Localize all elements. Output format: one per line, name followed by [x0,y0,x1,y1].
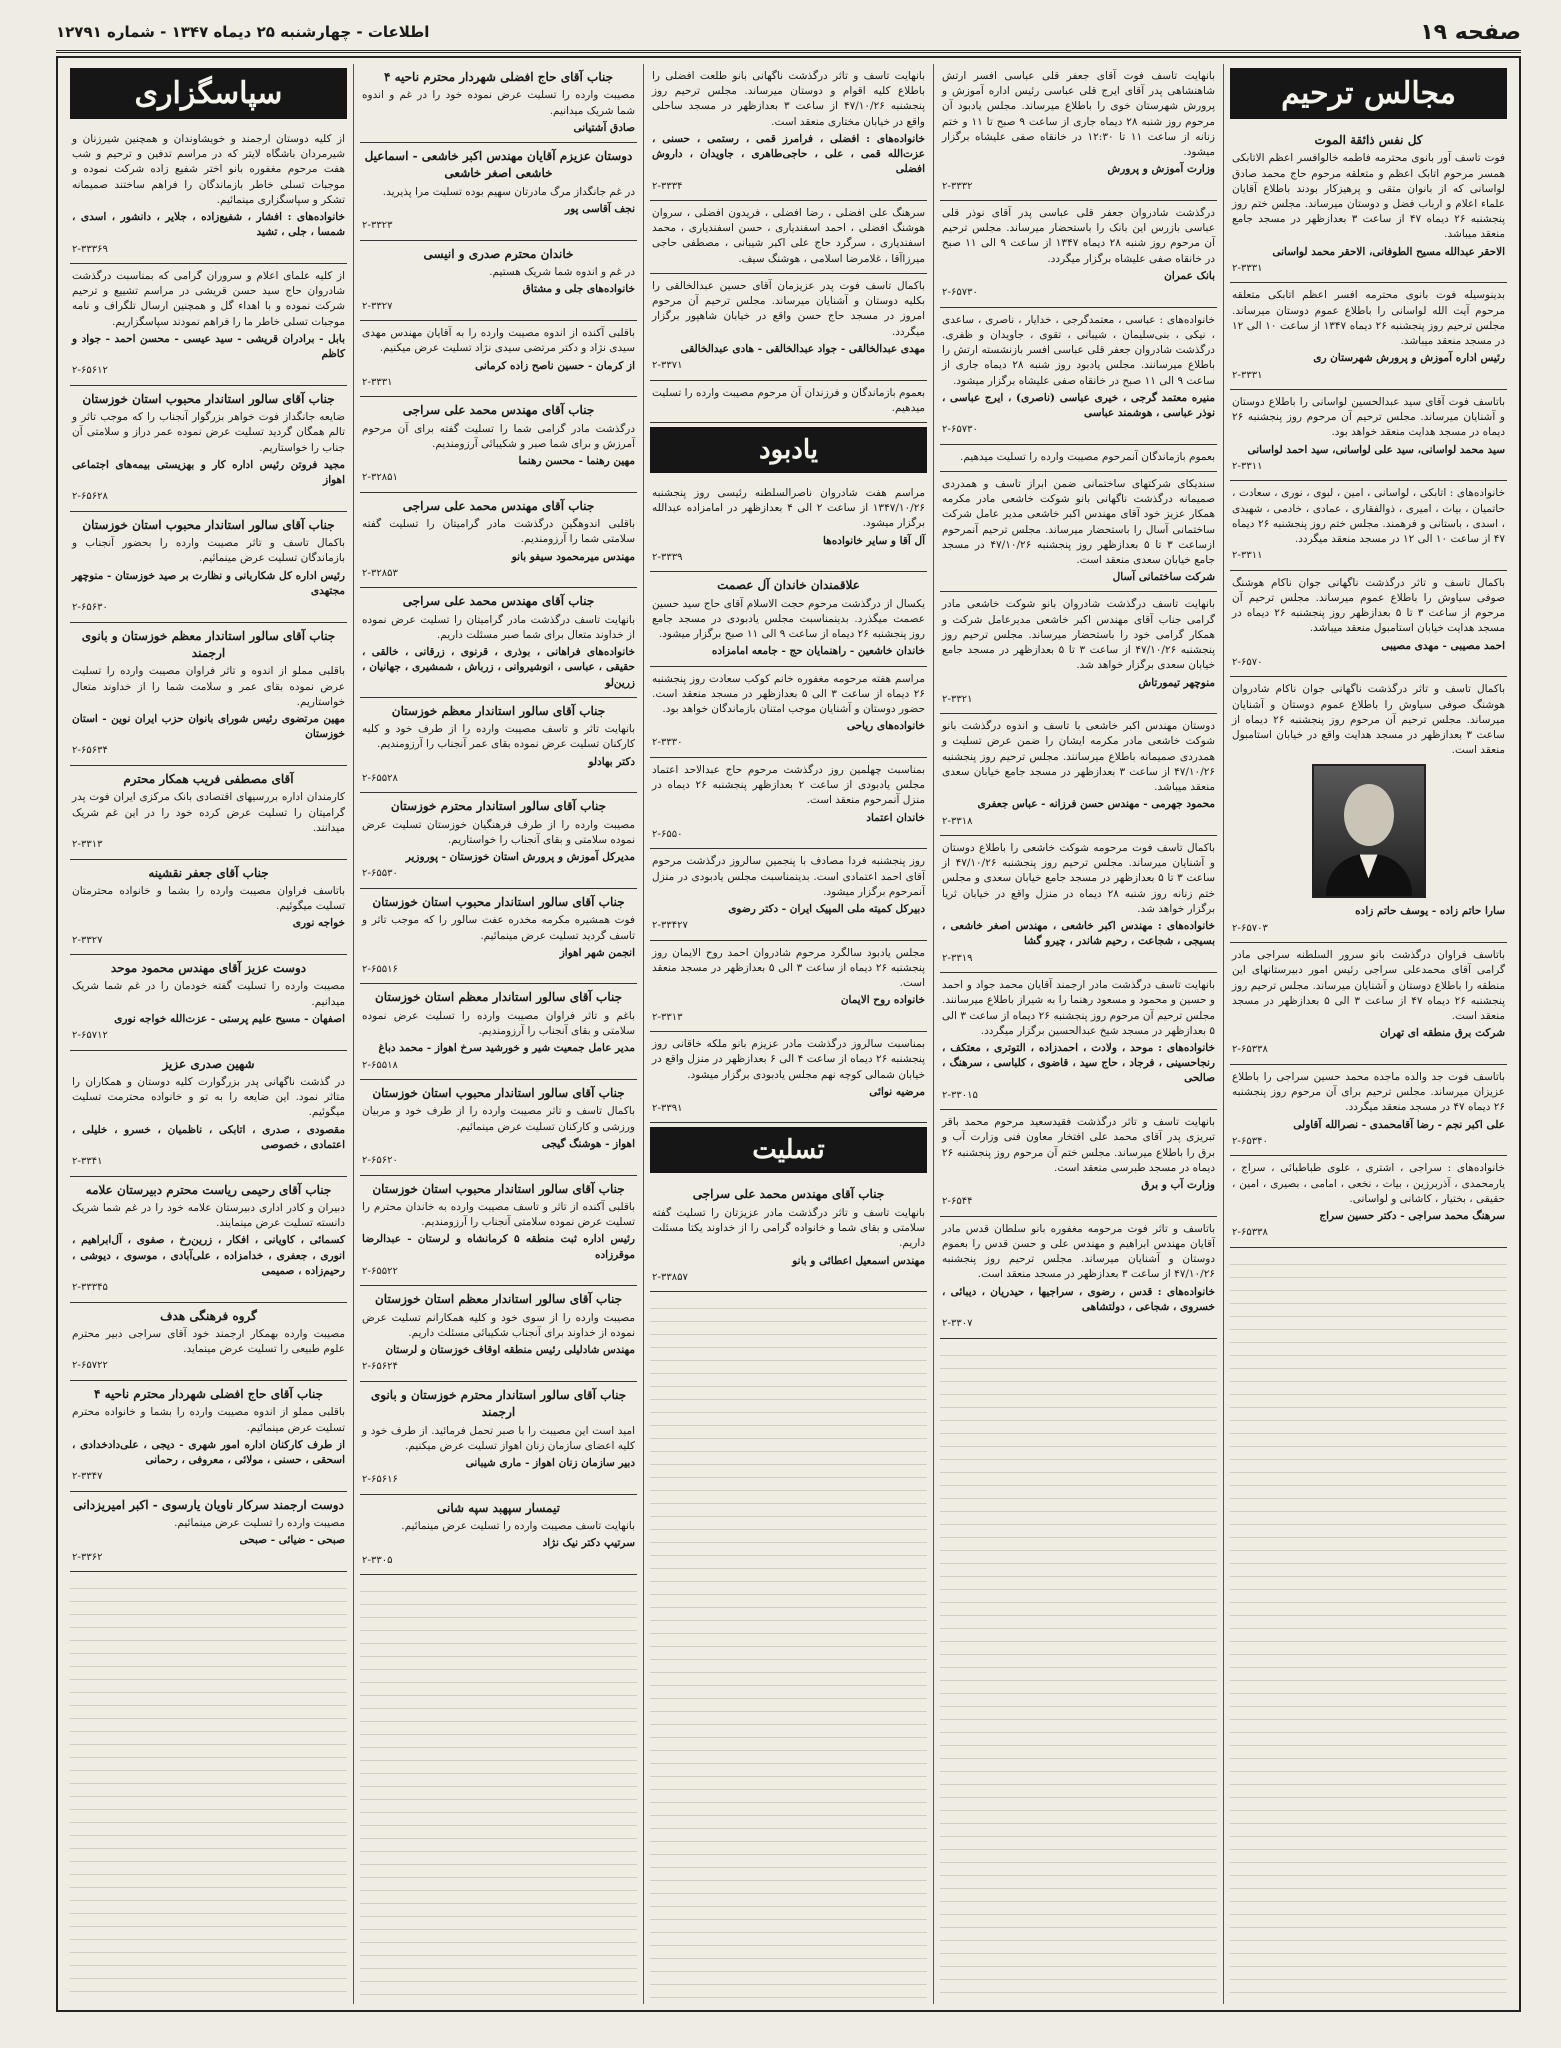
notice [650,849,927,940]
notice-reference: ۲-۶۵۶۳۴ [72,745,108,757]
notice-body: باکمال تاسف و تاثر مصیبت وارده را بحضور آنجناب و بازماندگان تسلیت عرض مینمائیم. [72,537,345,565]
notice-signature: خواجه نوری [292,917,345,930]
notice-title: جناب آقای حاج افضلی شهردار محترم ناحیه ۴ [383,70,614,84]
notice [360,1495,637,1575]
notice-title: جناب آقای مهندس محمد علی سراجی [692,1187,885,1202]
notice-reference: ۲-۳۳۳۴۵ [72,1282,108,1294]
notice-signature: دبیرکل کمیته ملی المپیک ایران - دکتر رضوی [728,902,925,915]
column-4 [353,64,643,2004]
notice-body: بانهایت تاسف و تاثر درگذشت فقیدسعید مرحوم محمد باقر تبریزی پدر آقای محمد علی افتخار معاون فنی وزارت آب و برق را باطلاع میرساند. مجلس ختم آن مرحوم روز پنجشنبه ۲۶ دیماه در مسجد طبرسی منعقد است. [942,1116,1215,1174]
notice-reference: ۲-۳۳۱۹ [942,952,973,964]
notice-title: جناب آقای سالور استاندار معظم خوزستان و بانوی ارجمند [81,628,336,660]
notice-body: مصیبت وارده را تسلیت گفته خودمان را در غم شما شریک میدانیم. [72,980,345,1008]
notice [360,143,637,241]
notice-body: امید است این مصیبت را با صبر تحمل فرمائید. از طرف خود و کلیه اعضای سازمان زنان اهواز تسلیت عرض میکنیم. [362,1424,635,1452]
notice-title: دوستان عزیزم آقایان مهندس اکبر خاشعی - اسماعیل خاشعی اصغر خاشعی [364,149,633,181]
notice-signature: خاندان خاشعین - راهنمایان حج - جامعه امامزاده [711,645,925,658]
notice-signature: کسمائی ، کاویانی ، افکار ، زرین‌رخ ، صفوی ، آل‌ابراهیم ، انوری ، جعفری ، خدامزاده ، علی‌آبادی ، موسوی ، دیوشی ، رحیم‌زاده ، صمیمی [72,1234,345,1277]
notice-signature: مهین مرتضوی رئیس شورای بانوان حزب ایران نوین - استان خوزستان [72,713,345,741]
notice-reference: ۲-۶۵۷۰۳ [1232,922,1268,934]
notice-signature: مجید فروتن رئیس اداره کار و بهزیستی بیمه‌های اجتماعی اهواز [72,458,345,487]
page-number: صفحه ۱۹ [1420,19,1521,45]
notice-body: باتاسف فراوان مصیبت وارده را بشما و خانواده محترمتان تسلیت میگوئیم. [72,884,345,913]
notice-signature: بانک عمران [1164,269,1215,282]
notice-signature: دبیر سازمان زنان اهواز - ماری شیبانی [465,1457,635,1470]
column-2 [933,64,1223,2004]
notice-body: باکمال تاسف و تاثر درگذشت ناگهانی جوان ناکام هوشنگ صوفی سیاوش را باطلاع عموم میرساند. مجلس ترحیم آن مرحوم از ساعت ۳ تا ۵ بعدازظهر روز پنجشنبه ۲۶ دیماه در مسجد هدایت خیابان استامبول منعقد میباشد. [1232,576,1505,635]
notice-title: جناب آقای مهندس محمد علی سراجی [402,594,595,609]
notice-body: دبیران و کادر اداری دبیرستان علامه خود را در غم شما شریک دانسته تسلیت عرض مینمایند. [72,1201,345,1230]
notice-reference: ۲-۳۳۳۹ [652,551,683,563]
notice-reference: ۲-۳۳۴۱ [72,1156,103,1168]
notice-reference: ۲-۶۵۶۲۰ [362,1155,398,1167]
notice-body: بانهایت تاسف مصیبت وارده را تسلیت عرض مینمائیم. [401,1520,635,1533]
notice-reference: ۲-۶۵۷۰ [1232,656,1263,668]
notice-reference: ۲-۳۳۰۷ [942,1318,973,1329]
column-continuation [940,1343,1217,2005]
notice-signature: خانواده‌های فراهانی ، بوذری ، قرنوی ، زرقانی ، خالقی ، حقیقی ، عباسی ، انوشیروانی ، زرباش ، شمشیری ، جهانیان ، زرین‌لو [362,646,635,689]
notice-signature: صادق آشتیانی [573,121,635,134]
notice-title: جناب آقای سالور استاندار معظم خوزستان [391,703,606,718]
notice-reference: ۲-۳۳۳۰ [652,737,683,749]
notice [1230,481,1507,570]
notice-body: در غم جانگداز مرگ مادرتان سهیم بوده تسلیت مرا پذیرید. [382,185,635,198]
notice-signature: خانواده‌های جلی و مشتاق [522,283,635,296]
notice-title: جناب آقای جعفر نقشینه [148,865,269,880]
notice-signature: دکتر بهادلو [588,755,635,768]
column-continuation [70,1576,347,2004]
notice-body: درگذشت مادر گرامی شما را تسلیت گفته برای آن مرحوم آمرزش و برای شما صبر و شکیبائی آرزومندیم. [362,422,635,450]
notice-signature: مهین رهنما - محسن رهنما [518,455,635,468]
notice [650,941,927,1032]
notice-body: بمناسبت چهلمین روز درگذشت مرحوم حاج عبدالاحد اعتماد مجلس یادبودی از ساعت ۲ بعدازظهر پنجشنبه ۲۶ دیماه در منزل آنمرحوم منعقد است. [652,763,925,807]
notice [70,512,347,623]
notice-reference: ۲-۳۳۰۱۵ [942,1089,978,1101]
notice-signature: شرکت ساختمانی آسال [1112,571,1215,584]
notice-signature: خانواده‌های : موحد ، ولادت ، احمدزاده ، التوتری ، معتکف ، رنجاحسینی ، فرجاد ، حاج سید ، قاضوی ، کلباسی ، سرهنگ ، صالحی [942,1041,1215,1085]
notice-reference: ۲-۳۳۳۶۹ [72,243,108,255]
portrait-photo [1312,764,1426,898]
notice-signature: رئیس اداره کل شکاربانی و نظارت بر صید خوزستان - منوچهر مجتهدی [72,569,345,597]
notice-signature: سرتیپ دکتر نیک نژاد [542,1537,635,1550]
notice-body: فوت همشیره مکرمه مخدره عفت سالور را که موجب تاثر و تاسف گردید تسلیت عرض مینمائیم. [362,914,635,942]
notice [940,714,1217,836]
notice [360,64,637,143]
notice-body: باکمال تاسف و تاثر درگذشت ناگهانی جوان ناکام شادروان هوشنگ صوفی سیاوش را باطلاع عموم دوستان و آشنایان میرساند. مجلس ترحیم آن مرحوم روز پنجشنبه ۲۶ دیماه از ساعت ۳ بعدازظهر در مسجد هدایت واقع در خیابان استامبول منعقد است. [1232,683,1505,757]
notice-signature: مهندس شادلیلی رئیس منطقه اوقاف خوزستان و لرستان [385,1344,635,1357]
notice-signature: مدیر عامل جمعیت شیر و خورشید سرخ اهواز - محمد دباغ [378,1042,635,1055]
notice-body: باقلبی آکنده از اندوه مصیبت وارده را به آقایان مهندس مهدی سیدی نژاد و دکتر مرتضی سیدی نژاد تسلیت عرض میکنیم. [362,327,635,355]
notice [650,481,927,572]
notice-signature: وزارت آموزش و پرورش [1107,163,1215,176]
notice [940,472,1217,593]
notice [360,889,637,985]
notice-signature: مرضیه نوائی [869,1085,925,1098]
notice-signature: صبحی - ضیائی - صبحی [239,1534,345,1547]
notice-reference: ۲-۳۳۰۵ [362,1554,393,1566]
notice-reference: ۲-۳۲۸۵۳ [362,567,398,579]
notice [1230,1065,1507,1156]
notice-reference: ۲-۶۵۵۱۶ [362,963,398,975]
notice-reference: ۲-۳۳۴۷ [72,1471,103,1483]
notice [1230,390,1507,481]
notice-body: بانهایت تاسف و تاثر درگذشت ناگهانی بانو طلعت افضلی را باطلاع کلیه اقوام و دوستان میرساند. مجلس ترحیم روز پنجشنبه ۴۷/۱۰/۲۶ از ساعت ۳ بعدازظهر در مسجد ساحلی واقع در خیابان مختاری منعقد است. [652,70,925,128]
notice [650,274,927,381]
column-continuation [360,1579,637,2004]
notice-reference: ۲-۳۲۸۵۱ [362,472,398,484]
notice-signature: مدیرکل آموزش و پرورش استان خوزستان - پوروزیر [405,851,635,864]
notice-body: بانهایت تاثر و تاسف مصیبت وارده را از طرف خود و کلیه کارکنان تسلیت عرض نموده بقای عمر آنجناب را آرزومندیم. [362,723,635,751]
notice [360,984,637,1080]
notice-title: جناب آقای سالور استاندار محترم خوزستان و بانوی ارجمند [370,1387,627,1420]
notice [360,397,637,493]
notice-body: دوستان مهندس اکبر خاشعی با تاسف و اندوه درگذشت بانو شوکت خاشعی مادر مکرمه ایشان را ضمن عرض تسلیت و همدردی صمیمانه باطلاع میرسانند. مجلس ترحیم روز پنجشنبه ۴۷/۱۰/۲۶ از ساعت ۳ بعدازظهر در مسجد جامع خیابان سعدی منعقد میباشد. [942,720,1216,794]
notice-reference: ۲-۶۵۶۳۰ [72,602,108,614]
page-header [56,14,1521,53]
notice-signature: منیره معتمد گرجی ، خیری عباسی (ناصری) ، ایرج عباسی ، نوذر عباسی ، هوشمند عباسی [942,391,1215,419]
notice-signature: اهواز - هوشنگ گیجی [541,1137,635,1150]
notice-body: مصیبت وارده را از طرف فرهنگیان خوزستان تسلیت عرض نموده سلامتی و بقای آنجناب را خواستاریم. [362,818,635,846]
notice [360,698,637,794]
notice-signature: وزارت آب و برق [1141,1178,1215,1191]
notice [1230,283,1507,390]
notice [360,241,637,321]
notice-signature: سرهنگ محمد سراجی - دکتر حسین سراج [1319,1210,1505,1223]
column-continuation [650,1296,927,2004]
notice-body: باکمال تاسف فوت پدر عزیزمان آقای حسین عبدالخالقی را بکلیه دوستان و آشنایان میرساند. مجلس ترحیم آن مرحوم امروز در مسجد حاج حسن واقع در خیابان شاهپور برگزار میگردد. [652,279,925,338]
notice-reference: ۲-۳۳۳۱ [362,376,393,388]
notice-body: سرهنگ علی افضلی ، رضا افضلی ، فریدون افضلی ، سروان هوشنگ افضلی ، احمد اسفندیاری ، حسن اسفندیاری ، محمد اسفندیاری ، سرگرد حاج علی اکبر شیبانی ، مصطفی حاجی میرزاآقا ، غلامرضا اسلامی ، هوشنگ سیف. [652,207,925,265]
notice-reference: ۲-۳۳۳۱ [1232,262,1263,274]
notice-reference: ۲-۳۳۲۳ [362,220,393,232]
notice [940,201,1217,308]
notice [650,64,927,201]
notice-title: شهین صدری عزیز [162,1056,255,1071]
notice-reference: ۲-۶۵۷۱۲ [72,1030,108,1042]
notice-reference: ۲-۳۳۶۲ [72,1551,103,1563]
notice-body: بانهایت تاسف درگذشت مادر گرامیتان را تسلیت عرض نموده از خداوند متعال برای شما صبر مسئلت داریم. [362,613,635,641]
content-frame [56,56,1521,2012]
notice [360,793,637,889]
notice-body: بعموم بازماندگان و فرزندان آن مرحوم مصیبت وارده را تسلیت میدهیم. [652,386,925,414]
notice-reference: ۲-۳۳۷۱ [652,360,683,371]
notice-signature: علی اکبر نجم - رضا آقامحمدی - نصرالله آقاولی [1293,1118,1505,1131]
notice-title: جناب آقای مهندس محمد علی سراجی [402,403,595,418]
notice-body: باکمال تاسف و تاثر مصیبت وارده را از طرف خود و مربیان ورزشی و کارکنان تسلیت عرض مینمائیم. [362,1105,635,1133]
notice-body: مصیبت وارده بهمکار ارجمند خود آقای سراجی دبیر محترم علوم طبیعی را تسلیت عرض مینماید. [72,1327,345,1356]
notice-reference: ۲-۶۵۷۳۰ [942,424,978,436]
notice [70,264,347,386]
notice-body: باتاسف و تاثر فوت مرحومه مغفوره بانو سلطان قدس مادر آقایان مهندس ابراهیم و مهندس علی و حسن قدس را بعموم دوستان و آشنایان میرساند. مجلس ترحیم روز پنجشنبه ۴۷/۱۰/۲۶ از ساعت ۳ بعدازظهر در مسجد منعقد است. [942,1222,1215,1281]
notice-body: بانهایت تاسف درگذشت مادر ارجمند آقایان محمد جواد و احمد و حسین و محمود و مسعود رهنما را به شیراز باطلاع میرسانند. مجلس ترحیم آن مرحوم روز پنجشنبه ۲۶ دیماه از ساعت ۳ الی ۵ بعدازظهر در مسجد شیخ عبدالحسین برگزار میگردد. [942,979,1216,1037]
notice-signature: نجف آقاسی پور [565,203,635,216]
notice [1230,571,1507,678]
notice-body: مصیبت وارده را از سوی خود و کلیه همکارانم تسلیت عرض نموده از خداوند برای آنجناب شکیبائی مسئلت داریم. [362,1311,635,1339]
notice [360,1382,637,1495]
notice-signature: احمد مصیبی - مهدی مصیبی [1381,639,1505,652]
notice [70,1492,347,1572]
notice-signature: اصفهان - مسیح علیم پرستی - عزت‌الله خواجه نوری [114,1012,345,1025]
memorial-banner: یادبود [650,427,927,473]
notice-signature: از کرمان - حسین ناصح زاده کرمانی [475,359,635,372]
condolence-banner: مجالس ترحیم [1230,68,1507,119]
notice-body: از کلیه علمای اعلام و سروران گرامی که بمناسبت درگذشت شادروان حاج سید حسن قریشی در مراسم تشییع و ترحیم شرکت نموده و با اهداء گل و همچنین ارسال تلگراف و نامه موجبات تسلی خاطر ما را فراهم نمودند سپاسگزاریم. [72,270,345,328]
notice [940,64,1217,201]
notice-reference: ۲-۶۵۷۲۲ [72,1360,108,1372]
notice [940,592,1217,714]
notice-signature: مهدی عبدالخالقی - جواد عبدالخالقی - هادی عبدالخالقی [680,342,925,355]
notice-signature: مقصودی ، صدری ، اتابکی ، ناظمیان ، خسرو ، خلیلی ، اعتمادی ، خصوصی [72,1123,345,1151]
notice-title: جناب آقای سالور استاندار محبوب استان خوزستان [82,517,335,532]
notice-reference: ۲-۳۳۱۱ [1232,460,1263,472]
notice-body: باقلبی اندوهگین درگذشت مادر گرامیتان را تسلیت گفته سلامتی شما را آرزومندیم. [362,518,635,546]
notice-reference: ۲-۳۳۱۱ [1232,550,1263,562]
notice [70,127,347,264]
notice [940,308,1217,445]
notice-reference: ۲-۳۳۲۷ [362,300,393,312]
notice-body: روز پنجشنبه فردا مصادف با پنجمین سالروز درگذشت مرحوم آقای احمد اعتمادی است. بدینمناسبت مجلس یادبودی در منزل آنمرحوم برگزار میشود. [652,855,925,898]
notice [650,667,927,758]
notice [650,201,927,274]
notice-reference: ۲-۳۳۱۸ [942,815,973,827]
notice-signature: بابل - برادران قریشی - سید عیسی - محسن احمد - جواد و کاظم [72,332,345,361]
notice [1230,677,1507,943]
column-thanks [64,64,353,2004]
notice [940,1217,1217,1339]
notice-body: باتاسف فوت آقای سید عبدالحسین لواسانی را باطلاع دوستان و آشنایان میرساند. مجلس ترحیم آن مرحوم روز پنجشنبه ۲۶ دیماه در مسجد هدایت منعقد خواهد بود. [1232,396,1505,439]
notice [940,836,1217,973]
notice-reference: ۲-۶۵۵۲۲ [362,1265,398,1277]
notice [360,1286,637,1382]
notice-signature: سید محمد لواسانی، سید علی لواسانی، سید احمد لواسانی [1247,443,1505,456]
notice [940,445,1217,472]
notice [940,973,1217,1110]
notice-signature: آل آقا و سایر خانواده‌ها [823,534,925,547]
notice-reference: ۲-۶۵۵۱۸ [362,1059,398,1071]
notice-body: باقلبی آکنده از تاثر و تاسف مصیبت وارده به خاندان محترم را تسلیت عرض نموده سلامتی آنجناب را آرزومندیم. [362,1200,635,1229]
notice-body: بمناسبت سالروز درگذشت مادر عزیزم بانو ملکه خاقانی روز پنجشنبه ۲۶ دیماه از ساعت ۴ الی ۶ بعدازظهر در منزل واقع در خیابان شمالی کوچه نهم مجلس یادبودی برگزار میشود. [652,1038,926,1081]
sympathy-banner: تسلیت [650,1127,927,1173]
notice [1230,943,1507,1065]
masthead: اطلاعات - چهارشنبه ۲۵ دیماه ۱۳۴۷ - شماره ۱۲۷۹۱ [56,23,430,41]
notice [70,1381,347,1492]
notice-reference: ۲-۳۳۴۲۷ [652,920,688,932]
notice-signature: خانواده‌های : مهندس اکبر خاشعی ، مهندس اصغر خاشعی ، بسیجی ، شجاعت ، رحیم شاندر ، چیرو گشا [942,920,1215,948]
notice-body: بانهایت تاسف درگذشت شادروان بانو شوکت خاشعی مادر گرامی جناب آقای مهندس اکبر خاشعی مدیرعامل شرکت و همکار گرامی خود را باستحضار میرساند. مجلس ترحیم روز پنجشنبه ۴۷/۱۰/۲۶ از ساعت ۳ تا ۵ بعدازظهر در مسجد جامع خیابان سعدی برگزار خواهد شد. [942,598,1216,672]
columns [64,64,1513,2004]
notice-body: مجلس یادبود سالگرد مرحوم شادروان احمد روح الایمان روز پنجشنبه ۲۶ دیماه از ساعت ۳ الی ۵ بعدازظهر در مسجد منعقد است. [652,946,925,990]
notice-reference: ۲-۳۳۳۲ [942,180,973,192]
notice-body: مصیبت وارده را تسلیت عرض مینمائیم. [174,1517,345,1530]
notice-title: دوست ارجمند سرکار ناویان یارسوی - اکبر امیریزدانی [73,1497,344,1512]
notice-reference: ۲-۶۵۶۲۸ [72,491,108,503]
notice-signature: انجمن شهر اهواز [559,946,635,959]
notice-signature: الاحقر عبدالله مسیح الطوفانی، الاحقر محمد لواسانی [1272,245,1505,258]
notice-signature: خانواده‌های : افشار ، شفیع‌زاده ، جلایر ، دانشور ، اسدی ، شمسا ، جلی ، تشید [72,211,345,239]
notice-title: گروه فرهنگی هدف [160,1308,257,1323]
notice-title: جناب آقای سالور استاندار محبوب استان خوزستان [372,1086,625,1101]
notice-reference: ۲-۳۳۱۳ [652,1011,683,1023]
notice-signature: خانواده‌های ریاحی [846,720,925,733]
notice [70,1303,347,1381]
notice-body: خانواده‌های : اتابکی ، لواسانی ، امین ، لبوی ، نوری ، سعادت ، حاتمیان ، بیات ، امیری ، ذوالفقاری ، عمادی ، خادمی ، شهیدی ، اسدی ، باستانی و فرهمند. مجلس ختم روز پنجشنبه ۲۶ دیماه ۴۷ از ساعت ۱۰ الی ۱۲ در مسجد منعقد میگردد. [1232,487,1505,546]
notice-reference: ۲-۳۳۳۴ [652,180,683,192]
notice-body: باقلبی مملو از اندوه و تاثر فراوان مصیبت وارده را تسلیت عرض نموده بقای عمر و سلامت شما را از خداوند متعال خواستاریم. [72,665,345,708]
notice-body: باتاسف فراوان درگذشت بانو سرور السلطنه سراجی مادر گرامی آقای محمدعلی سراجی رئیس امور دبیرستانهای این منطقه را باطلاع دوستان و آشنایان میرساند. مجلس ترحیم روز پنجشنبه ۲۶ دیماه ۴۷ از ساعت ۳ الی ۵ بعدازظهر در مسجد منعقد است. [1232,949,1505,1023]
notice [940,1110,1217,1217]
notice-reference: ۲-۶۵۵۲۸ [362,772,398,784]
notice-body: بانهایت تاسف فوت آقای جعفر قلی عباسی افسر ارتش شاهنشاهی پدر آقای ایرج قلی عباسی رئیس اداره آموزش و پرورش شهرستان خوی را باطلاع میرساند. مجلس یادبود آن مرحوم روز شنبه ۲۸ دیماه جاری از ساعت ۹ صبح تا ۱۱ و ختم زنانه از ساعت ۱۱ تا ۱۲:۳۰ در خانقاه صفی علیشاه برگزار میشود. [942,70,1216,159]
notice [650,1181,927,1292]
notice [70,766,347,860]
notice-reference: ۲-۶۵۷۳۰ [942,287,978,299]
notice-title: جناب آقای سالور استاندار محبوب استان خوزستان [372,1181,625,1196]
notice [650,381,927,423]
notice-signature: خانواده‌های : قدس ، رضوی ، سراجیها ، حیدریان ، دیبائی ، خسروی ، شجاعی ، دولتشاهی [942,1285,1215,1313]
notice-title: جناب آقای سالور استاندار محبوب استان خوزستان [372,894,625,909]
notice-signature: خاندان اعتماد [866,811,925,824]
notice-reference: ۲-۳۳۲۷ [72,934,103,946]
notice-signature: شرکت برق منطقه ای تهران [1379,1027,1505,1040]
notice-reference: ۲-۶۵۶۱۲ [72,365,108,377]
notice-reference: ۲-۶۵۳۴۰ [1232,1135,1268,1147]
notice-body: خانواده‌های : عباسی ، معتمدگرجی ، خدایار ، ناصری ، ساعدی ، نیکی ، بنی‌سلیمان ، شیبانی ، تقوی ، جاویدان و ظفری. درگذشت شادروان جعفر قلی عباسی افسر بازنشسته ارتش را باطلاع میرسانند. مجلس یادبود روز شنبه ۲۸ دیماه جاری از ساعت ۹ الی ۱۱ صبح در خانقاه صفی علیشاه برگزار میشود. [942,313,1215,387]
notice-body: مراسم هفت شادروان ناصرالسلطنه رئیسی روز پنجشنبه ۱۳۴۷/۱۰/۲۶ از ساعت ۲ الی ۴ بعدازظهر در امامزاده عبدالله برگزار میشود. [652,486,925,530]
notice-body: در گذشت ناگهانی پدر بزرگوارت کلیه دوستان و همکاران را متاثر نمود. این ضایعه را به تو و خانواده محترمت تسلیت میگوئیم. [72,1076,345,1119]
column-condolence [1223,64,1513,2004]
notice-body: در غم و اندوه شما شریک هستیم. [489,266,635,279]
notice-title: جناب آقای سالور استاندار معظم استان خوزستان [374,1292,623,1307]
notice-body: خانواده‌های : سراجی ، اشتری ، علوی طباطبائی ، سراج ، یارمحمدی ، آذربرزین ، بیات ، نخعی ، امامی ، بصیری ، امین ، حقیقی ، بختیار ، کاشانی و لواسانی. [1232,1162,1505,1205]
notice [70,386,347,512]
notice-body: باقلبی مملو از اندوه مصیبت وارده را بشما و خانواده محترم تسلیت عرض مینمائیم. [72,1406,345,1434]
notice-signature: سارا حاتم زاده - یوسف حاتم زاده [1355,905,1505,918]
notice [70,1177,347,1303]
notice [360,493,637,589]
notice [360,588,637,697]
notice-reference: ۲-۶۵۶۱۶ [362,1474,398,1486]
notice-reference: ۲-۳۳۳۱ [1232,369,1263,381]
notice-signature: از طرف کارکنان اداره امور شهری - دیجی ، علی‌دادخدادی ، اسحقی ، حسنی ، مولائی ، معروفی ، رحمانی [72,1438,345,1466]
notice [360,1176,637,1287]
notice-reference: ۲-۶۵۴۴ [942,1196,973,1208]
notice-signature: مهندس میرمحمود سیفو بانو [511,550,635,563]
column-3 [643,64,933,2004]
notice-reference: ۲-۶۵۶۲۴ [362,1361,398,1373]
notice [70,1051,347,1177]
notice-title: تیمسار سپهبد سپه شانی [437,1500,560,1515]
notice-body: سندیکای شرکتهای ساختمانی ضمن ابراز تاسف و همدردی صمیمانه درگذشت ناگهانی بانو شوکت خاشعی مادر مکرمه همکار عزیز خود آقای مهندس اکبر خاشعی مدیر عامل شرکت ساختمانی آسال را باستحضار میرساند. مجلس ترحیم آنمرحوم ازساعت ۳ تا ۵ بعدازظهر روز پنجشنبه ۴۷/۱۰/۲۶ در مسجد جامع خیابان سعدی منعقد است. [942,477,1215,566]
notice [70,955,347,1051]
notice-body: باکمال تاسف فوت مرحومه شوکت خاشعی را باطلاع دوستان و آشنایان میرساند. مجلس ترحیم روز پنجشنبه ۴۷/۱۰/۲۶ از ساعت ۳ تا ۵ بعدازظهر در مسجد جامع خیابان سعدی و مجلس ختم زنانه روز شنبه ۲۸ دیماه در منزل واقع در خیابان ثریا برگزار خواهد شد. [942,842,1215,915]
notice [650,758,927,849]
notice-title: جناب آقای رحیمی ریاست محترم دبیرستان علامه [85,1182,332,1197]
notice-body: بانهایت تاسف و تاثر درگذشت مادر عزیزتان را تسلیت گفته سلامتی و بقای شما و خانواده گرامی را از خداوند یکتا مسئلت داریم. [652,1206,925,1250]
notice-title: جناب آقای مهندس محمد علی سراجی [402,498,595,513]
notice-reference: ۲-۶۵۳۳۸ [1232,1044,1268,1056]
notice-body: درگذشت شادروان جعفر قلی عباسی پدر آقای نوذر قلی عباسی بازرس این بانک را باستحضار میرساند. مجلس ترحیم آن مرحوم روز شنبه ۲۸ دیماه ۱۳۴۷ از ساعت ۹ الی ۱۱ صبح در خانقاه صفی علیشاه برگزار میگردد. [942,207,1216,265]
notice-body: مراسم هفته مرحومه مغفوره خانم کوکب سعادت روز پنجشنبه ۲۶ دیماه از ساعت ۳ الی ۵ بعدازظهر در مسجد منعقد است. حضور دوستان و آشنایان موجب امتنان بازماندگان خواهد بود. [652,672,925,716]
notice-reference: ۲-۳۳۸۵۷ [652,1271,688,1283]
notice-signature: مهندس اسمعیل اعطائی و بانو [792,1254,925,1267]
notice-body: فوت تاسف آور بانوی محترمه فاطمه خالوافسر اعظم الاتابکی همسر مرحوم اتابک اعظم و متعلقه مرحوم حاج محمد صادق لواسانی که از بانوان متقی و پرهیزکار بودند باطلاع آقایان علماء اعلام و ارباب فضل و دوستان میرساند. مجلس ختم روز پنجشنبه ۲۶ دیماه ۴۷ از ساعت ۳ بعدازظهر در مسجد جامع منعقد میباشد. [1232,152,1505,241]
notice-title: آقای مصطفی فریب همکار محترم [123,771,294,786]
notice-title: جناب آقای حاج افضلی شهردار محترم ناحیه ۴ [93,1386,324,1401]
notice-body: بدینوسیله فوت بانوی محترمه افسر اعظم اتابکی متعلقه مرحوم آیت الله لواسانی را باطلاع عموم دوستان میرساند. مجلس ترحیم روز پنجشنبه ۲۶ دیماه ۱۳۴۷ از ساعت ۱۰ الی ۱۲ در مسجد منعقد میباشد. [1232,289,1505,348]
notice [1230,127,1507,283]
notice-title: خاندان محترم صدری و انیسی [423,246,574,261]
notice-body: باتاسف فوت جد والده ماجده محمد حسین سراجی را باطلاع عزیزان میرساند. مجلس ترحیم برای آن مرحوم روز پنجشنبه ۲۶ دیماه ۴۷ در مسجد منعقد میگردد. [1232,1070,1505,1114]
notice-body: ضایعه جانگداز فوت خواهر بزرگوار آنجناب را که موجب تاثر و تالم همگان گردید تسلیت عرض نموده عمر دراز و سلامتی آن جناب را خواستاریم. [72,411,345,454]
notice-title: دوست عزیز آقای مهندس محمود موحد [110,961,307,976]
notice [360,1080,637,1176]
notice-signature: رئیس اداره ثبت منطقه ۵ کرمانشاه و لرستان - عبدالرضا موقرزاده [362,1233,635,1261]
notice-signature: خانواده‌های : افضلی ، فرامرز قمی ، رستمی ، حسنی ، عزت‌الله قمی ، علی ، حاجی‌طاهری ، جاویدان ، داروش افضلی [652,132,925,176]
notice-body: یکسال از درگذشت مرحوم حجت الاسلام آقای حاج سید حسین عصمت میگذرد. بدینمناسبت مجلس یادبودی در مسجد جامع روز پنجشنبه ۲۶ دیماه از ساعت ۹ الی ۱۱ صبح برگزار میشود. [652,597,925,641]
notice-signature: خانواده روح الایمان [840,994,925,1007]
notice-title: علاقمندان خاندان آل عصمت [717,578,860,593]
notice-signature: رئیس اداره آموزش و پرورش شهرستان ری [1313,352,1505,365]
notice [650,1032,927,1123]
notice-reference: ۲-۶۵۵۳۰ [362,868,398,880]
thanks-banner: سپاسگزاری [70,68,347,119]
notice [70,860,347,956]
notice-reference: ۲-۶۵۳۳۸ [1232,1227,1268,1239]
notice [70,623,347,766]
notice-body: از کلیه دوستان ارجمند و خویشاوندان و همچنین شیرزنان و شیرمردان باشگاه لایتر که در مراسم تدفین و ترحیم و شب هفت مرحوم مغفوره بانو اختر شفیع زاده شرکت نموده و موجبات تسلی خاطر بازماندگان را فراهم ساختند صمیمانه تشکر و سپاسگزاری مینمائیم. [72,133,345,206]
notice-title: جناب آقای سالور استاندار محترم خوزستان [390,799,607,814]
notice-body: باغم و تاثر فراوان مصیبت وارده را تسلیت عرض نموده سلامتی و بقای آنجناب را آرزومندیم. [362,1009,635,1038]
notice-reference: ۲-۳۳۲۱ [942,693,973,705]
notice-signature: محمود جهرمی - مهندس حسن فرزانه - عباس جعفری [977,798,1215,811]
notice-title: کل نفس ذائقة الموت [1314,133,1423,147]
notice [1230,1156,1507,1247]
notice-reference: ۲-۶۵۵۰ [652,828,683,840]
portrait-face [1344,784,1394,846]
notice-title: جناب آقای سالور استاندار محبوب استان خوزستان [82,391,335,406]
notice [650,572,927,666]
notice-body: بعموم بازماندگان آنمرحوم مصیبت وارده را تسلیت میدهیم. [959,450,1215,463]
notice-signature: منوچهر تیمورتاش [1138,676,1215,689]
notice-reference: ۲-۳۳۱۳ [72,839,103,851]
notice [360,321,637,397]
notice-body: مصیبت وارده را تسلیت عرض نموده خود را در غم و اندوه شما شریک میدانیم. [362,89,635,117]
notice-reference: ۲-۳۳۹۱ [652,1102,683,1114]
notice-title: جناب آقای سالور استاندار معظم استان خوزستان [374,990,623,1005]
notice-body: کارمندان اداره بررسیهای اقتصادی بانک مرکزی ایران فوت پدر گرامیتان را تسلیت عرض کرده خود را در این غم شریک میدانند. [72,791,345,834]
column-continuation [1230,1252,1507,2004]
